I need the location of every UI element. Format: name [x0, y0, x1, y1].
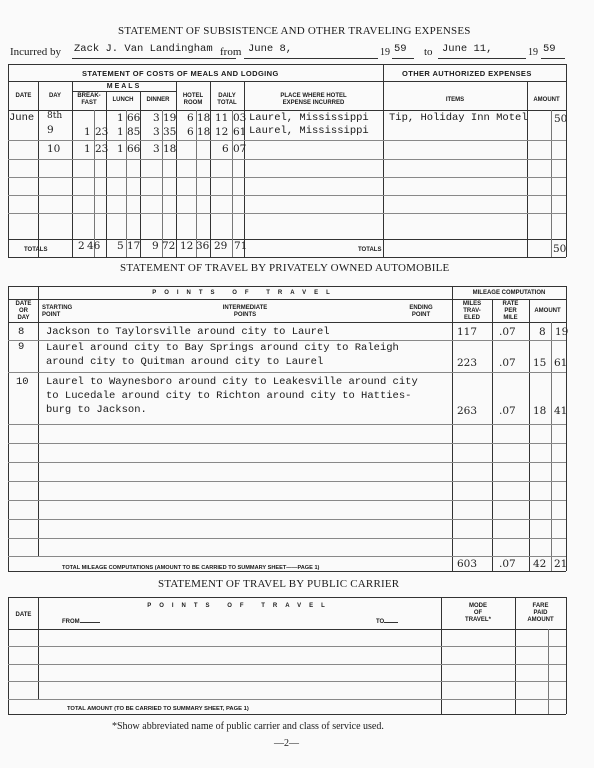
auto-amount-dollars: 15 — [533, 357, 547, 369]
auto-route-line: to Lucedale around city to Richton around city to Hatties- — [46, 390, 412, 402]
col-starting-point: STARTING POINT — [42, 305, 73, 318]
cell-lunch-cents: 66 — [127, 143, 141, 155]
cell-lunch-cents: 85 — [127, 126, 141, 138]
cell-hotel-cents: 18 — [197, 112, 211, 124]
total-mileage-label: TOTAL MILEAGE COMPUTATIONS (AMOUNT TO BE CARRIED TO SUMMARY SHEET——PAGE 1) — [62, 565, 320, 571]
total-breakfast-cents: 46 — [87, 240, 101, 252]
cell-date: June — [9, 112, 35, 124]
auto-rate: .07 — [499, 405, 516, 417]
cell-breakfast-dollars: 1 — [84, 126, 91, 138]
cell-hotel-dollars: 6 — [187, 126, 194, 138]
cell-lunch-dollars: 1 — [117, 126, 124, 138]
total-miles: 603 — [457, 558, 478, 570]
auto-day: 10 — [16, 376, 29, 388]
auto-day: 8 — [18, 326, 25, 338]
carrier-to-text: TO — [376, 619, 385, 625]
totals-label: TOTALS — [24, 247, 48, 253]
cell-breakfast-cents: 23 — [95, 126, 109, 138]
auto-amount-dollars: 8 — [539, 326, 546, 338]
auto-miles: 223 — [457, 357, 478, 369]
col-rate-per-mile: RATE PER MILE — [502, 301, 519, 321]
auto-section-title: STATEMENT OF TRAVEL BY PRIVATELY OWNED AUTOMOBILE — [120, 262, 450, 274]
year-field-1[interactable]: 59 — [394, 43, 407, 55]
cell-daily-dollars: 12 — [215, 126, 229, 138]
total-lunch-cents: 17 — [127, 240, 141, 252]
form-title: STATEMENT OF SUBSISTENCE AND OTHER TRAVELING EXPENSES — [118, 25, 471, 37]
points-of-travel-header: POINTS OF TRAVEL — [152, 290, 338, 296]
col-dinner: DINNER — [146, 97, 170, 103]
total-amount-dollars: 42 — [533, 558, 547, 570]
cell-lunch-cents: 66 — [127, 112, 141, 124]
from-label: from — [220, 46, 242, 58]
auto-miles: 117 — [457, 326, 478, 338]
total-daily-dollars: 29 — [214, 240, 228, 252]
cell-daily-dollars: 11 — [215, 112, 229, 124]
carrier-col-fare: FARE PAID AMOUNT — [527, 603, 554, 623]
col-place: PLACE WHERE HOTEL EXPENSE INCURRED — [280, 93, 347, 106]
cell-hotel-dollars: 6 — [187, 112, 194, 124]
auto-route-line: Laurel around city to Bay Springs around city to Raleigh — [46, 342, 399, 354]
cell-lunch-dollars: 1 — [117, 112, 124, 124]
col-date-or-day: DATE OR DAY — [15, 301, 32, 321]
col-date: DATE — [15, 93, 32, 99]
auto-rate: .07 — [499, 357, 516, 369]
totals-label-right: TOTALS — [358, 247, 382, 253]
cell-day: 8th — [47, 111, 63, 121]
cell-place: Laurel, Mississippi — [249, 125, 369, 137]
to-label: to — [424, 46, 433, 58]
carrier-section-title: STATEMENT OF TRAVEL BY PUBLIC CARRIER — [158, 578, 400, 590]
cell-dinner-cents: 19 — [163, 112, 177, 124]
col-amount: AMOUNT — [533, 97, 560, 103]
col-breakfast: BREAK- FAST — [77, 93, 101, 106]
to-date-field[interactable]: June 11, — [442, 43, 493, 55]
col-day: DAY — [48, 93, 62, 99]
auto-amount-dollars: 18 — [533, 405, 547, 417]
footnote: *Show abbreviated name of public carrier and class of service used. — [112, 721, 384, 732]
total-daily-cents: 71 — [234, 240, 248, 252]
other-expenses-title: OTHER AUTHORIZED EXPENSES — [402, 69, 532, 78]
other-expenses-total: 50 — [553, 243, 567, 255]
carrier-from-text: FROM — [62, 619, 80, 625]
cell-hotel-cents: 18 — [197, 126, 211, 138]
auto-route-line: Jackson to Taylorsville around city to Laurel — [46, 326, 330, 338]
incurred-by-field[interactable]: Zack J. Van Landingham — [74, 43, 213, 55]
cell-day: 9 — [47, 124, 54, 136]
cell-lunch-dollars: 1 — [117, 143, 124, 155]
cell-place: Laurel, Mississippi — [249, 112, 369, 124]
col-daily-total: DAILY TOTAL — [217, 93, 237, 106]
cell-dinner-cents: 35 — [163, 126, 177, 138]
col-ending-point: ENDING POINT — [409, 305, 433, 318]
from-date-field[interactable]: June 8, — [248, 43, 293, 55]
cell-daily-dollars: 6 — [222, 143, 229, 155]
auto-route-line: burg to Jackson. — [46, 404, 147, 416]
total-amount-cents: 21 — [554, 558, 568, 570]
cell-daily-cents: 61 — [233, 126, 247, 138]
auto-route-line: Laurel to Waynesboro around city to Leakesville around city — [46, 376, 418, 388]
total-hotel-dollars: 12 — [180, 240, 194, 252]
auto-rate: .07 — [499, 326, 516, 338]
auto-amount-cents: 61 — [554, 357, 568, 369]
col-lunch: LUNCH — [112, 97, 134, 103]
cell-breakfast-dollars: 1 — [84, 143, 91, 155]
meals-section-title: STATEMENT OF COSTS OF MEALS AND LODGING — [82, 69, 279, 78]
total-dinner-cents: 72 — [162, 240, 176, 252]
auto-day: 9 — [18, 341, 25, 353]
auto-route-line: around city to Quitman around city to Laurel — [46, 356, 324, 368]
cell-dinner-dollars: 3 — [153, 126, 160, 138]
cell-amount: 50 — [554, 113, 568, 125]
carrier-col-date: DATE — [15, 612, 32, 618]
total-dinner-dollars: 9 — [152, 240, 159, 252]
year-prefix-2: 19 — [528, 47, 538, 58]
year-prefix-1: 19 — [380, 47, 390, 58]
total-rate: .07 — [499, 558, 516, 570]
cell-daily-cents: 07 — [233, 143, 247, 155]
carrier-col-mode: MODE OF TRAVEL* — [465, 603, 491, 623]
col-miles-traveled: MILES TRAV- ELED — [462, 301, 482, 321]
year-field-2[interactable]: 59 — [543, 43, 556, 55]
col-meals: MEALS — [106, 83, 142, 90]
auto-amount-cents: 41 — [554, 405, 568, 417]
col-auto-amount: AMOUNT — [534, 308, 561, 314]
carrier-from-label — [62, 619, 100, 625]
col-hotel: HOTEL ROOM — [182, 93, 204, 106]
cell-day: 10 — [47, 143, 61, 155]
cell-breakfast-cents: 23 — [95, 143, 109, 155]
mileage-computation-header: MILEAGE COMPUTATION — [472, 290, 546, 296]
carrier-points-of-travel: POINTS OF TRAVEL — [147, 603, 333, 609]
cell-daily-cents: 03 — [233, 112, 247, 124]
cell-dinner-cents: 18 — [163, 143, 177, 155]
auto-miles: 263 — [457, 405, 478, 417]
cell-dinner-dollars: 3 — [153, 143, 160, 155]
total-breakfast-dollars: 2 — [78, 240, 85, 252]
cell-dinner-dollars: 3 — [153, 112, 160, 124]
carrier-to-label — [376, 619, 398, 625]
total-hotel-cents: 36 — [196, 240, 210, 252]
total-lunch-dollars: 5 — [117, 240, 124, 252]
cell-item: Tip, Holiday Inn Motel — [389, 112, 528, 124]
col-items: ITEMS — [445, 97, 465, 103]
auto-amount-cents: 19 — [555, 326, 569, 338]
page-number: —2— — [274, 738, 299, 749]
col-intermediate-points: INTERMEDIATE POINTS — [222, 305, 268, 318]
carrier-total-label: TOTAL AMOUNT (TO BE CARRIED TO SUMMARY SHEET, PAGE 1) — [67, 706, 249, 712]
incurred-by-label: Incurred by — [10, 46, 62, 58]
